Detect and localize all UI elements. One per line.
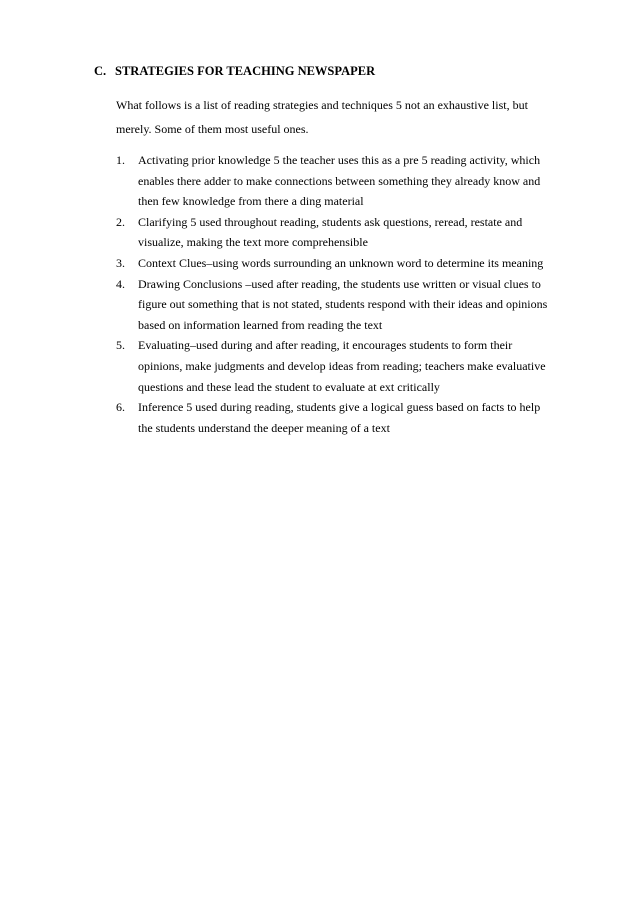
item-line: Evaluating–used during and after reading, it encourages students to form their — [138, 338, 513, 353]
item-number: 6. — [116, 400, 125, 415]
item-line: questions and these lead the student to evaluate at ext critically — [138, 379, 440, 394]
item-number: 3. — [116, 255, 125, 270]
item-line: Drawing Conclusions –used after reading, the students use written or visual clues to — [138, 276, 541, 291]
intro-line: What follows is a list of reading strategies and techniques 5 not an exhaustive list, but — [116, 98, 528, 112]
item-line: figure out something that is not stated, students respond with their ideas and opinions — [138, 297, 548, 312]
item-number: 5. — [116, 338, 125, 353]
list-item — [116, 274, 586, 336]
item-line: the students understand the deeper meaning of a text — [138, 420, 390, 435]
section-title: STRATEGIES FOR TEACHING NEWSPAPER — [115, 64, 376, 78]
list-item — [116, 253, 586, 274]
item-line: Activating prior knowledge 5 the teacher uses this as a pre 5 reading activity, which — [138, 153, 541, 167]
item-number: 4. — [116, 276, 125, 291]
item-line: then few knowledge from there a ding material — [138, 194, 364, 209]
intro-paragraph — [116, 93, 576, 141]
section-heading — [94, 64, 375, 79]
item-number: 2. — [116, 214, 125, 229]
item-line: enables there adder to make connections between something they already know and — [138, 173, 541, 188]
item-line: visualize, making the text more comprehensible — [138, 235, 368, 250]
item-line: Context Clues–using words surrounding an unknown word to determine its meaning — [138, 255, 544, 270]
item-line: opinions, make judgments and develop ideas from reading; teachers make evaluative — [138, 358, 546, 373]
item-number: 1. — [116, 153, 125, 167]
item-line: based on information learned from reading the text — [138, 317, 383, 332]
item-line: Inference 5 used during reading, students give a logical guess based on facts to help — [138, 400, 541, 415]
list-item — [116, 150, 586, 212]
intro-line: merely. Some of them most useful ones. — [116, 122, 309, 136]
list-item — [116, 335, 586, 397]
list-item — [116, 397, 586, 438]
section-letter: C. — [94, 64, 107, 78]
list-item — [116, 212, 586, 253]
item-line: Clarifying 5 used throughout reading, students ask questions, reread, restate and — [138, 214, 523, 229]
strategies-list — [116, 150, 586, 438]
